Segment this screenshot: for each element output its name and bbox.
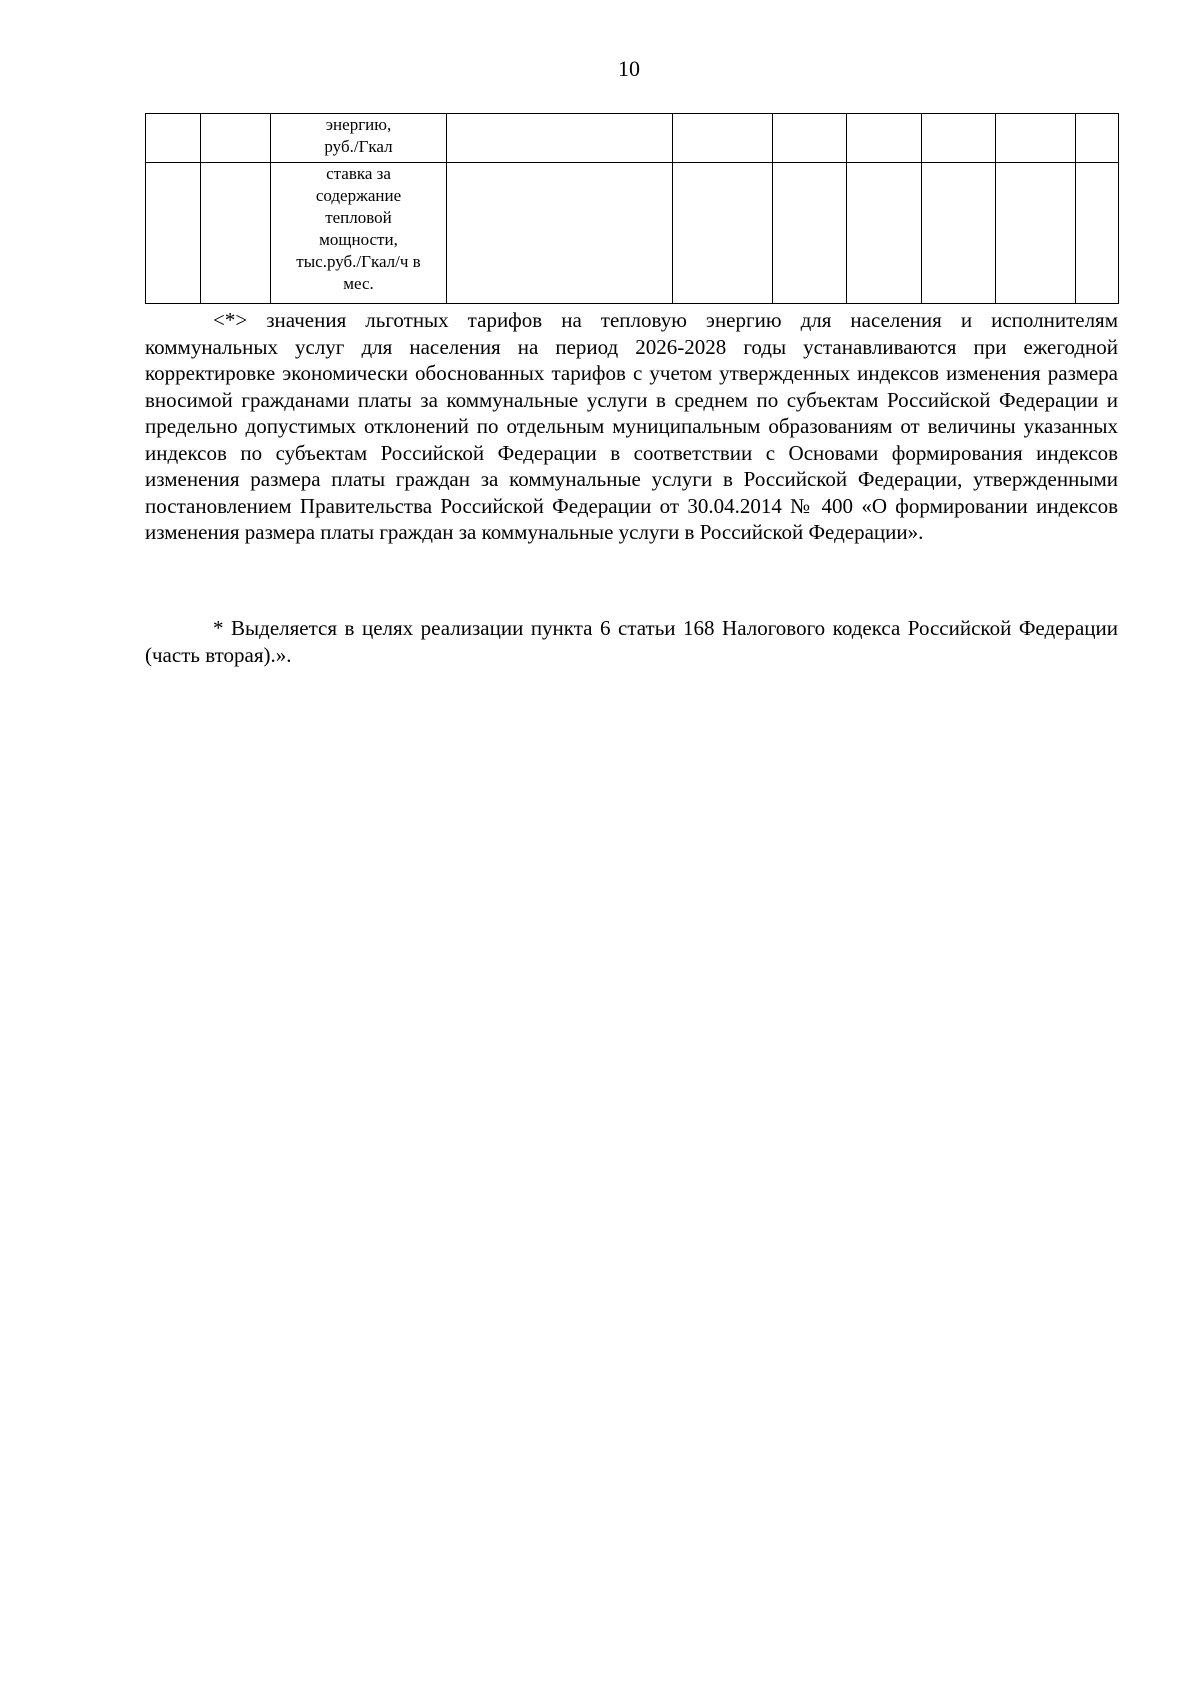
table-cell: [673, 163, 773, 304]
table-cell: [201, 163, 271, 304]
row-label-line: ставка за: [326, 164, 391, 183]
table-cell: [922, 114, 996, 163]
table-cell: [146, 163, 201, 304]
footnote-tax-code: * Выделяется в целях реализации пункта 6 статьи 168 Налогового кодекса Российской Федерации (часть вторая).».: [145, 616, 1118, 667]
row-label-line: тыс.руб./Гкал/ч в: [296, 252, 421, 271]
table-cell: [922, 163, 996, 304]
tariff-table: [145, 113, 1119, 304]
table-cell: [773, 163, 847, 304]
table-cell: [1076, 163, 1119, 304]
row-label-line: мощности,: [319, 230, 398, 249]
table-cell: [447, 114, 673, 163]
table-cell: [146, 114, 201, 163]
table-cell: [1076, 114, 1119, 163]
table-cell: [996, 114, 1076, 163]
footnote-privileged-tariffs: <*> значения льготных тарифов на тепловую энергию для населения и исполнителям коммунальных услуг для населения на период 2026-2028 годы устанавливаются при ежегодной корректировке экономически обоснованных тарифов с учетом утвержденных индексов изменения размера вносимой гражданами платы за коммунальные услуги в среднем по субъектам Российской Федерации и предельно допустимых отклонений по отдельным муниципальным образованиям от величины указанных индексов по субъектам Российской Федерации в соответствии с Основами формирования индексов изменения размера платы граждан за коммунальные услуги в Российской Федерации, утвержденными постановлением Правительства Российской Федерации от 30.04.2014 № 400 «О формировании индексов изменения размера платы граждан за коммунальные услуги в Российской Федерации».: [145, 308, 1118, 544]
row-label-line: руб./Гкал: [324, 137, 393, 156]
table-cell: [673, 114, 773, 163]
table-cell: [847, 163, 922, 304]
table-row: [146, 163, 1119, 304]
row-label-line: содержание: [315, 186, 402, 205]
table-cell: [447, 163, 673, 304]
row-label-line: мес.: [343, 274, 374, 293]
row-label-cell: [271, 163, 447, 304]
table-cell: [773, 114, 847, 163]
row-label-line: энергию,: [325, 115, 392, 134]
row-label-line: тепловой: [325, 208, 392, 227]
page-number: 10: [618, 56, 640, 81]
table-cell: [996, 163, 1076, 304]
row-label-cell: [271, 114, 447, 163]
table-cell: [847, 114, 922, 163]
table-row: [146, 114, 1119, 163]
table-cell: [201, 114, 271, 163]
